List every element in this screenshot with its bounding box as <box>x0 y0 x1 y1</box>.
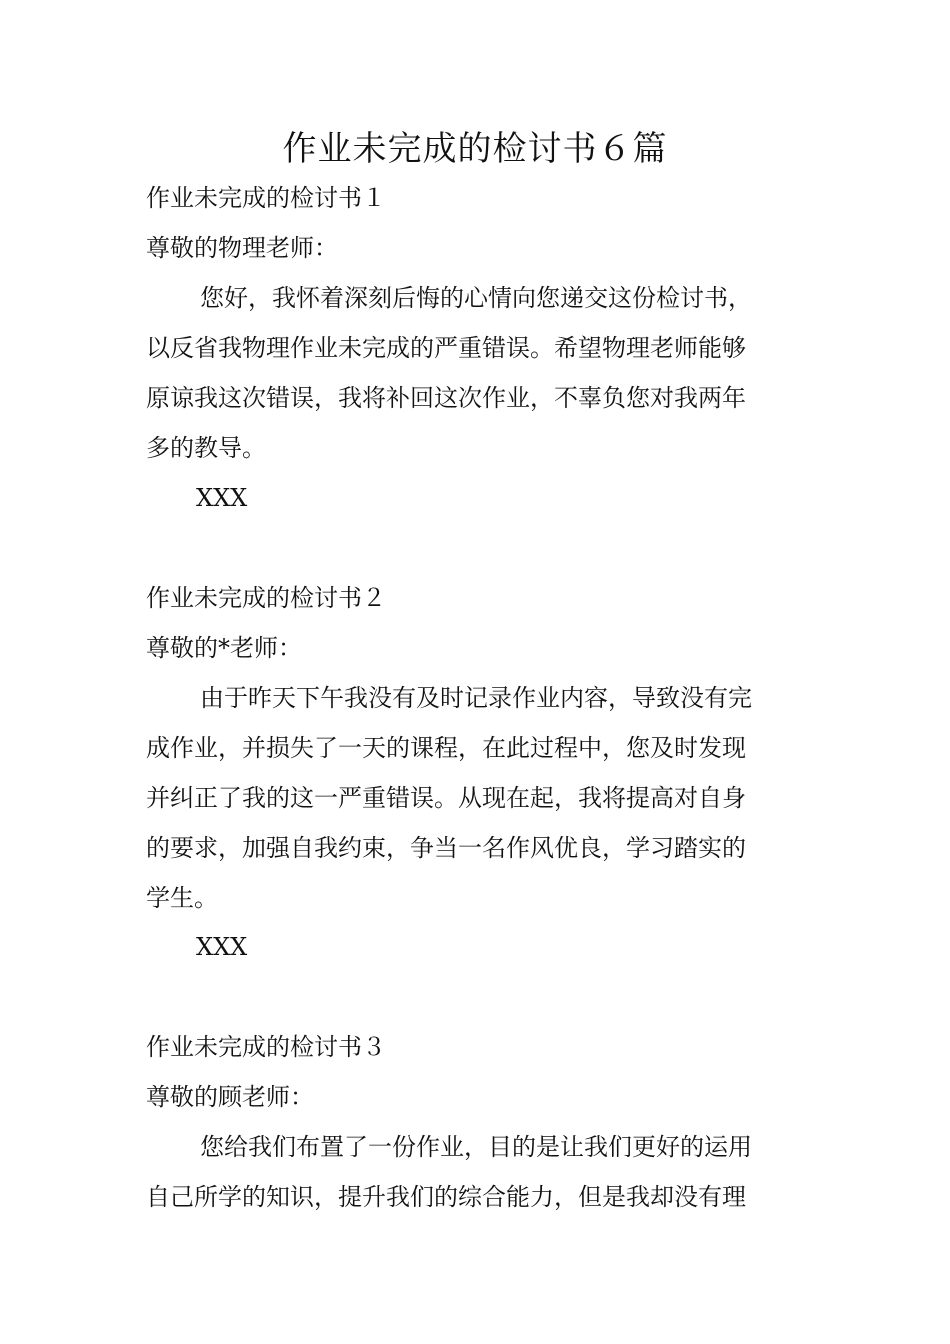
section-2-paragraph-line: 并纠正了我的这一严重错误。从现在起，我将提高对自身 <box>146 784 746 812</box>
section-2-signature: XXX <box>196 933 248 961</box>
section-2-paragraph-line: 成作业，并损失了一天的课程，在此过程中，您及时发现 <box>146 734 746 762</box>
section-2-salutation: 尊敬的*老师： <box>146 634 302 662</box>
section-1-signature: XXX <box>196 484 248 512</box>
section-2-paragraph-line: 由于昨天下午我没有及时记录作业内容，导致没有完 <box>200 684 752 712</box>
section-3-paragraph-line: 自己所学的知识，提升我们的综合能力，但是我却没有理 <box>146 1183 746 1211</box>
section-2-heading: 作业未完成的检讨书２ <box>146 584 386 612</box>
section-1-paragraph-line: 原谅我这次错误，我将补回这次作业，不辜负您对我两年 <box>146 384 746 412</box>
document-title: 作业未完成的检讨书６篇 <box>282 129 668 169</box>
section-3-salutation: 尊敬的顾老师： <box>146 1083 314 1111</box>
section-1-paragraph-line: 您好，我怀着深刻后悔的心情向您递交这份检讨书， <box>200 284 752 312</box>
section-1-salutation: 尊敬的物理老师： <box>146 234 338 262</box>
section-2-paragraph-line: 的要求，加强自我约束，争当一名作风优良，学习踏实的 <box>146 834 746 862</box>
section-1-paragraph-line: 多的教导。 <box>146 434 266 462</box>
section-3-paragraph-line: 您给我们布置了一份作业，目的是让我们更好的运用 <box>200 1133 752 1161</box>
section-1-paragraph-line: 以反省我物理作业未完成的严重错误。希望物理老师能够 <box>146 334 746 362</box>
section-1-heading: 作业未完成的检讨书１ <box>146 184 386 212</box>
section-3-heading: 作业未完成的检讨书３ <box>146 1033 386 1061</box>
section-2-paragraph-line: 学生。 <box>146 884 218 912</box>
